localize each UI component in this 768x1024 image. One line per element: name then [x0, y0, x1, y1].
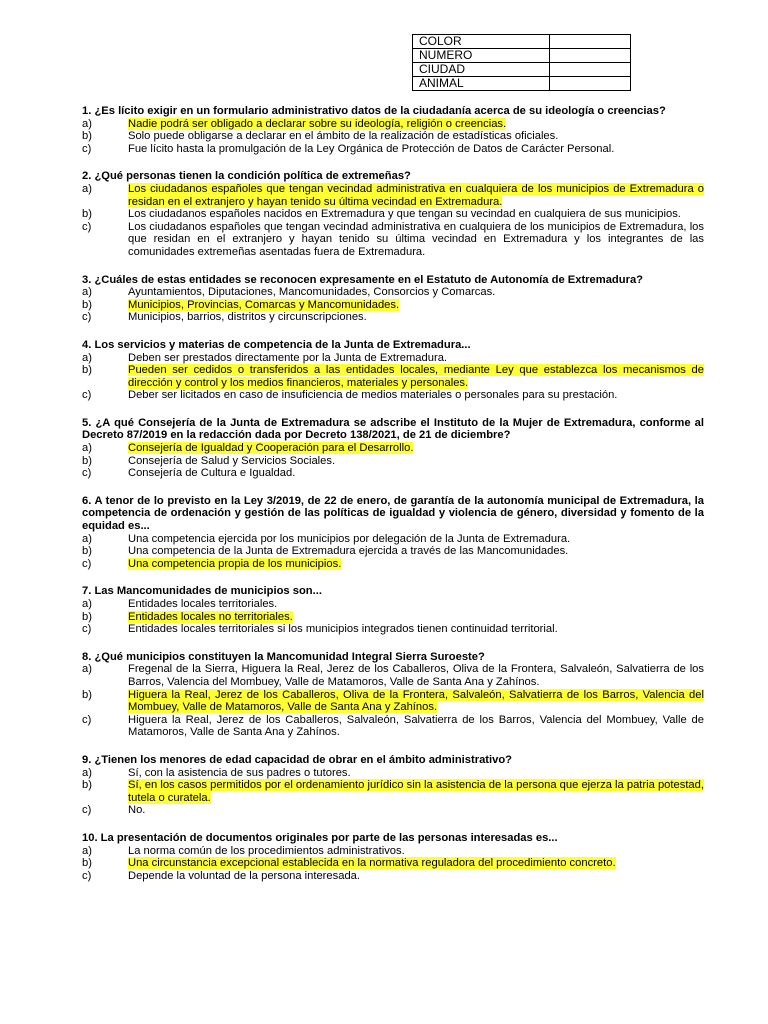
- option-letter: b): [82, 779, 92, 792]
- table-row: [413, 77, 631, 91]
- option-letter: c): [82, 869, 92, 882]
- option-text-wrap: [128, 364, 704, 389]
- option-text-wrap: [128, 130, 704, 143]
- question-block: [82, 339, 704, 402]
- answer-option: [82, 183, 704, 208]
- question-block: [82, 585, 704, 635]
- option-text-wrap: [128, 467, 704, 480]
- answer-option: [82, 221, 704, 259]
- answer-option: [82, 467, 704, 480]
- option-text-wrap: [128, 389, 704, 402]
- option-letter: a): [82, 844, 92, 857]
- option-text-wrap: [128, 311, 704, 324]
- option-text: Consejería de Salud y Servicios Sociales.: [128, 454, 336, 467]
- table-label-cell: COLOR: [413, 35, 550, 49]
- option-letter: b): [82, 610, 92, 623]
- answer-option: [82, 286, 704, 299]
- question-title: 5. ¿A qué Consejería de la Junta de Extremadura se adscribe el Instituto de la Mujer de Extremadura, conforme al Decreto 87/2019 en la redacción dada por Decreto 138/2021, de 21 de diciembre?: [82, 416, 704, 442]
- option-text-wrap: [128, 118, 704, 131]
- option-text-wrap: [128, 455, 704, 468]
- option-letter: a): [82, 442, 92, 455]
- option-letter: b): [82, 208, 92, 221]
- option-text-wrap: [128, 558, 704, 571]
- answer-option: [82, 533, 704, 546]
- question-block: [82, 754, 704, 817]
- option-letter: a): [82, 766, 92, 779]
- option-text: Una competencia de la Junta de Extremadura ejercida a través de las Mancomunidades.: [128, 545, 569, 558]
- option-letter: c): [82, 713, 92, 726]
- option-letter: c): [82, 389, 92, 402]
- option-text: Fue lícito hasta la promulgación de la Ley Orgánica de Protección de Datos de Carácter Personal.: [128, 142, 615, 155]
- option-text: Una competencia ejercida por los municipios por delegación de la Junta de Extremadura.: [128, 532, 571, 545]
- question-title: 2. ¿Qué personas tienen la condición política de extremeñas?: [82, 170, 411, 183]
- option-letter: b): [82, 130, 92, 143]
- answer-option: [82, 598, 704, 611]
- question-list: [82, 105, 704, 897]
- option-text-wrap: [128, 611, 704, 624]
- question-title: 4. Los servicios y materias de competencia de la Junta de Extremadura...: [82, 338, 471, 351]
- option-letter: b): [82, 364, 92, 377]
- option-text: Los ciudadanos españoles nacidos en Extremadura y que tengan su vecindad en cualquiera de sus municipios.: [128, 208, 681, 221]
- option-text-wrap: [128, 857, 704, 870]
- option-letter: b): [82, 298, 92, 311]
- option-letter: b): [82, 857, 92, 870]
- option-text-wrap: [128, 663, 704, 688]
- option-text-wrap: [128, 845, 704, 858]
- option-text: Deber ser licitados en caso de insuficiencia de medios materiales o personales para su prestación.: [128, 389, 618, 402]
- table-value-cell: [550, 35, 631, 49]
- correct-option-text: Los ciudadanos españoles que tengan vecindad administrativa en cualquiera de los municipios de Extremadura o residan en el extranjero y hayan tenido su última vecindad en Extremadura.: [128, 182, 704, 208]
- option-text: Fregenal de la Sierra, Higuera la Real, Jerez de los Caballeros, Oliva de la Frontera, Salvaleón, Salvatierra de los Barros, Valencia del Mombuey, Valle de Matamoros, Valle de Santa Ana y Zahínos.: [128, 663, 704, 688]
- option-text-wrap: [128, 804, 704, 817]
- table-label-cell: NUMERO: [413, 49, 550, 63]
- answer-option: [82, 545, 704, 558]
- option-text-wrap: [128, 623, 704, 636]
- question-title: 1. ¿Es lícito exigir en un formulario administrativo datos de la ciudadanía acerca de su ideología o creencias?: [82, 105, 666, 117]
- answer-option: [82, 299, 704, 312]
- option-text: Entidades locales territoriales.: [128, 598, 278, 610]
- question-block: [82, 832, 704, 882]
- question-title: 7. Las Mancomunidades de municipios son...: [82, 585, 322, 598]
- option-letter: a): [82, 663, 92, 676]
- option-letter: a): [82, 351, 92, 364]
- correct-option-text: Una circunstancia excepcional establecida en la normativa reguladora del procedimiento concreto.: [128, 857, 616, 870]
- answer-option: [82, 767, 704, 780]
- option-letter: c): [82, 623, 92, 636]
- table-value-cell: [550, 63, 631, 77]
- answer-option: [82, 845, 704, 858]
- option-text-wrap: [128, 442, 704, 455]
- option-text: Higuera la Real, Jerez de los Caballeros, Salvaleón, Salvatierra de los Barros, Valencia del Mombuey, Valle de Matamoros, Valle de Santa Ana y Zahínos.: [128, 713, 704, 739]
- answer-option: [82, 611, 704, 624]
- option-text: La norma común de los procedimientos administrativos.: [128, 844, 405, 857]
- answer-option: [82, 558, 704, 571]
- answer-option: [82, 442, 704, 455]
- option-text: Entidades locales territoriales si los municipios integrados tienen continuidad territorial.: [128, 623, 558, 636]
- option-text-wrap: [128, 870, 704, 883]
- correct-option-text: Entidades locales no territoriales.: [128, 610, 293, 623]
- question-block: [82, 274, 704, 324]
- answer-option: [82, 130, 704, 143]
- answer-option: [82, 804, 704, 817]
- option-letter: a): [82, 532, 92, 545]
- answer-option: [82, 311, 704, 324]
- option-text-wrap: [128, 299, 704, 312]
- option-letter: c): [82, 804, 92, 817]
- table-label-cell: CIUDAD: [413, 63, 550, 77]
- option-text: Municipios, barrios, distritos y circunscripciones.: [128, 311, 367, 324]
- question-title: 6. A tenor de lo previsto en la Ley 3/2019, de 22 de enero, de garantía de la autonomía municipal de Extremadura, la competencia de ordenación y gestión de las políticas de igualdad y violencia de género, diversidad y fomento de la equidad es...: [82, 494, 704, 533]
- question-title: 9. ¿Tienen los menores de edad capacidad de obrar en el ámbito administrativo?: [82, 753, 513, 766]
- option-text-wrap: [128, 545, 704, 558]
- option-letter: b): [82, 688, 92, 701]
- answer-option: [82, 143, 704, 156]
- option-letter: c): [82, 220, 92, 233]
- table-row: [413, 35, 631, 49]
- option-letter: a): [82, 117, 92, 130]
- correct-option-text: Pueden ser cedidos o transferidos a las entidades locales, mediante Ley que establezca los mecanismos de dirección y control y los medios financieros, materiales y personales.: [128, 364, 704, 389]
- answer-option: [82, 663, 704, 688]
- option-text: Consejería de Cultura e Igualdad.: [128, 467, 296, 480]
- answer-option: [82, 714, 704, 739]
- option-text-wrap: [128, 221, 704, 259]
- question-title: 8. ¿Qué municipios constituyen la Mancomunidad Integral Sierra Suroeste?: [82, 650, 485, 663]
- option-text-wrap: [128, 352, 704, 365]
- option-letter: a): [82, 182, 92, 195]
- question-block: [82, 170, 704, 258]
- option-letter: c): [82, 467, 92, 480]
- answer-option: [82, 208, 704, 221]
- option-text-wrap: [128, 208, 704, 221]
- question-block: [82, 105, 704, 155]
- option-letter: c): [82, 557, 92, 570]
- correct-option-text: Higuera la Real, Jerez de los Caballeros, Oliva de la Frontera, Salvaleón, Salvatierra de los Barros, Valencia del Mombuey, Valle de Matamoros, Valle de Santa Ana y Zahínos.: [128, 688, 704, 714]
- answer-option: [82, 455, 704, 468]
- correct-option-text: Una competencia propia de los municipios.: [128, 557, 342, 570]
- option-text: Sí, con la asistencia de sus padres o tutores.: [128, 766, 351, 779]
- question-block: [82, 651, 704, 739]
- answer-option: [82, 689, 704, 714]
- answer-option: [82, 389, 704, 402]
- option-text: Deben ser prestados directamente por la Junta de Extremadura.: [128, 351, 448, 364]
- option-text-wrap: [128, 714, 704, 739]
- option-text-wrap: [128, 779, 704, 804]
- question-title: 3. ¿Cuáles de estas entidades se reconocen expresamente en el Estatuto de Autonomía de Extremadura?: [82, 273, 644, 286]
- option-letter: b): [82, 545, 92, 558]
- answer-option: [82, 623, 704, 636]
- option-text-wrap: [128, 183, 704, 208]
- option-text-wrap: [128, 533, 704, 546]
- option-text-wrap: [128, 143, 704, 156]
- table-value-cell: [550, 77, 631, 91]
- correct-option-text: Consejería de Igualdad y Cooperación para el Desarrollo.: [128, 442, 414, 455]
- question-block: [82, 417, 704, 480]
- option-letter: a): [82, 598, 92, 610]
- answer-option: [82, 364, 704, 389]
- option-letter: a): [82, 286, 92, 299]
- option-text: Solo puede obligarse a declarar en el ámbito de la realización de estadísticas oficiales.: [128, 130, 559, 143]
- option-letter: c): [82, 311, 92, 324]
- correct-option-text: Sí, en los casos permitidos por el ordenamiento jurídico sin la asistencia de la persona que ejerza la patria potestad, tutela o curatela.: [128, 779, 704, 804]
- option-text-wrap: [128, 767, 704, 780]
- answer-option: [82, 352, 704, 365]
- option-text-wrap: [128, 286, 704, 299]
- table-row: [413, 49, 631, 63]
- option-text: Ayuntamientos, Diputaciones, Mancomunidades, Consorcios y Comarcas.: [128, 286, 496, 299]
- table-label-cell: ANIMAL: [413, 77, 550, 91]
- option-letter: c): [82, 142, 92, 155]
- correct-option-text: Municipios, Provincias, Comarcas y Mancomunidades.: [128, 298, 400, 311]
- answer-key-table: [412, 34, 631, 91]
- table-row: [413, 63, 631, 77]
- option-text: No.: [128, 804, 146, 817]
- answer-option: [82, 118, 704, 131]
- option-text: Depende la voluntad de la persona interesada.: [128, 869, 360, 882]
- answer-option: [82, 779, 704, 804]
- table-value-cell: [550, 49, 631, 63]
- correct-option-text: Nadie podrá ser obligado a declarar sobre su ideología, religión o creencias.: [128, 117, 507, 130]
- answer-option: [82, 857, 704, 870]
- option-letter: b): [82, 454, 92, 467]
- option-text-wrap: [128, 598, 704, 611]
- option-text-wrap: [128, 689, 704, 714]
- question-title: 10. La presentación de documentos originales por parte de las personas interesadas es...: [82, 831, 558, 844]
- option-text: Los ciudadanos españoles que tengan vecindad administrativa en cualquiera de los municipios de Extremadura, los que residan en el extranjero y hayan tenido su última vecindad en Extremadura y los integrantes de las comunidades extremeñas asentadas fuera de Extremadura.: [128, 220, 704, 258]
- answer-option: [82, 870, 704, 883]
- question-block: [82, 495, 704, 571]
